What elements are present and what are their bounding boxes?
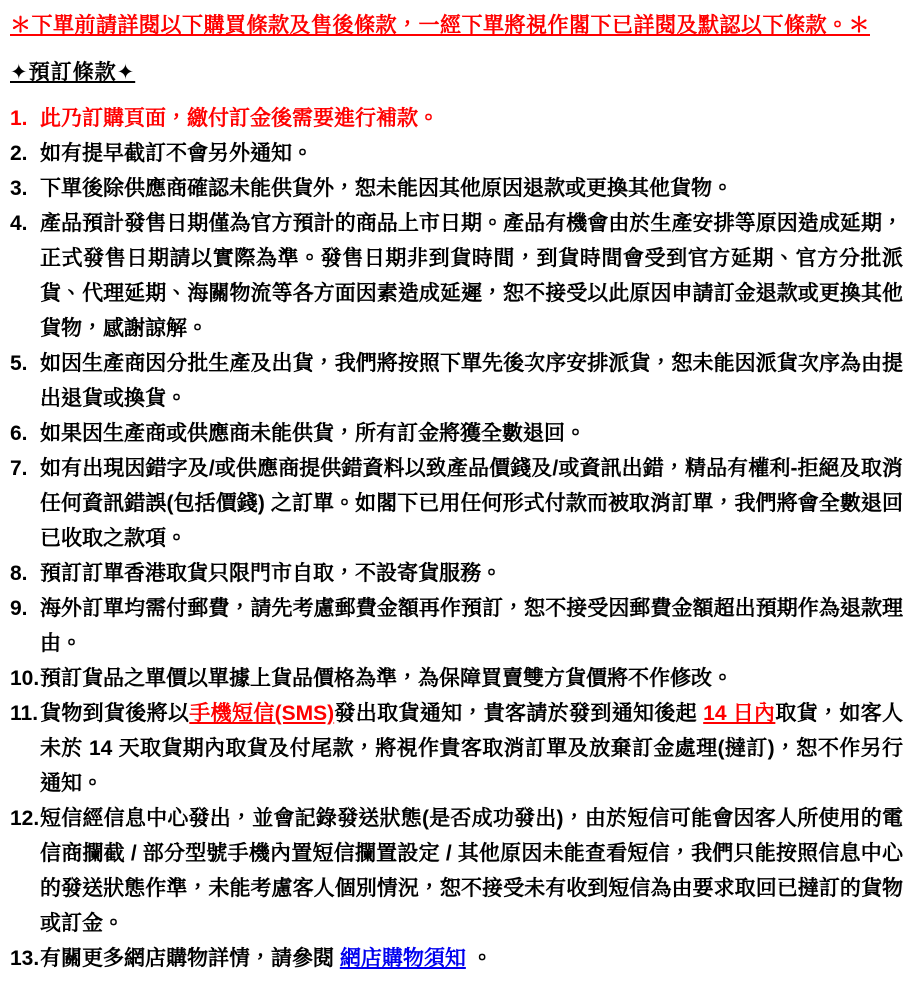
terms-item xyxy=(8,416,903,451)
terms-item xyxy=(8,591,903,661)
item-text xyxy=(40,136,903,171)
item-number: 2. xyxy=(10,142,28,165)
item-number: 5. xyxy=(10,352,28,375)
item-number: 12. xyxy=(10,807,40,830)
item-text xyxy=(40,591,903,661)
text-segment: 取貨，如客人未於 14 天取貨期內取貨及付尾款，將視作貴客取消訂單及放棄訂金處理(撻訂)，恕不作另行通知。 xyxy=(40,702,903,795)
terms-item xyxy=(8,346,903,416)
terms-item xyxy=(8,941,903,976)
item-text xyxy=(40,416,903,451)
text-segment: 海外訂單均需付郵費，請先考慮郵費金額再作預訂，恕不接受因郵費金額超出預期作為退款理由。 xyxy=(40,597,903,655)
item-text xyxy=(40,661,903,696)
terms-item xyxy=(8,101,903,136)
highlighted-text-segment: 手機短信(SMS) xyxy=(189,702,335,725)
item-number: 9. xyxy=(10,597,28,620)
item-number: 13. xyxy=(10,947,40,970)
item-number: 6. xyxy=(10,422,28,445)
item-text xyxy=(40,941,903,976)
text-segment: 如果因生產商或供應商未能供貨，所有訂金將獲全數退回。 xyxy=(40,422,586,445)
text-segment: 下單後除供應商確認未能供貨外，恕未能因其他原因退款或更換其他貨物。 xyxy=(40,177,733,200)
item-text xyxy=(40,451,903,556)
text-segment: 。 xyxy=(465,947,493,970)
text-segment: 預訂訂單香港取貨只限門市自取，不設寄貨服務。 xyxy=(40,562,502,585)
terms-item xyxy=(8,696,903,801)
preorder-terms-title: ✦預訂條款✦ xyxy=(10,61,136,84)
item-text xyxy=(40,171,903,206)
terms-item xyxy=(8,556,903,591)
item-number: 3. xyxy=(10,177,28,200)
terms-list xyxy=(8,101,903,976)
terms-item xyxy=(8,136,903,171)
terms-item xyxy=(8,171,903,206)
text-segment: 預訂貨品之單價以單據上貨品價格為準，為保障買賣雙方貨價將不作修改。 xyxy=(40,667,733,690)
item-text xyxy=(40,696,903,801)
text-segment: 有關更多網店購物詳情，請參閱 xyxy=(40,947,340,970)
item-text xyxy=(40,206,903,346)
terms-item xyxy=(8,661,903,696)
item-text xyxy=(40,556,903,591)
item-text xyxy=(40,346,903,416)
item-number: 10. xyxy=(10,667,40,690)
item-text xyxy=(40,101,903,136)
text-segment: 短信經信息中心發出，並會記錄發送狀態(是否成功發出)，由於短信可能會因客人所使用的電信商攔截 / 部分型號手機內置短信攔置設定 / 其他原因未能查看短信，我們只能按照信息中心的發送狀態作準，未能考慮客人個別情況，恕不接受未有收到短信為由要求取回已撻訂的貨物或訂金。 xyxy=(40,807,903,935)
terms-item xyxy=(8,801,903,941)
item-number: 7. xyxy=(10,457,28,480)
item-text xyxy=(40,801,903,941)
text-segment: 如因生產商因分批生產及出貨，我們將按照下單先後次序安排派貨，恕未能因派貨次序為由提出退貨或換貨。 xyxy=(40,352,903,410)
highlighted-text-segment: 14 日內 xyxy=(703,702,776,725)
text-segment: 此乃訂購頁面，繳付訂金後需要進行補款。 xyxy=(40,107,439,130)
text-segment: 產品預計發售日期僅為官方預計的商品上市日期。產品有機會由於生產安排等原因造成延期，正式發售日期請以實際為準。發售日期非到貨時間，到貨時間會受到官方延期、官方分批派貨、代理延期、海關物流等各方面因素造成延遲，恕不接受以此原因申請訂金退款或更換其他貨物，感謝諒解。 xyxy=(40,212,903,340)
text-segment: 貨物到貨後將以 xyxy=(40,702,190,725)
purchase-notice-header: ＊下單前請詳閱以下購買條款及售後條款，一經下單將視作閣下已詳閱及默認以下條款。＊ xyxy=(10,14,870,37)
item-number: 11. xyxy=(10,702,39,725)
shop-guide-link[interactable]: 網店購物須知 xyxy=(339,947,466,970)
text-segment: 發出取貨通知，貴客請於發到通知後起 xyxy=(334,702,704,725)
terms-item xyxy=(8,206,903,346)
item-number: 8. xyxy=(10,562,28,585)
terms-item xyxy=(8,451,903,556)
item-number: 4. xyxy=(10,212,28,235)
text-segment: 如有提早截訂不會另外通知。 xyxy=(40,142,313,165)
text-segment: 如有出現因錯字及/或供應商提供錯資料以致產品價錢及/或資訊出錯，精品有權利-拒絕及取消任何資訊錯誤(包括價錢) 之訂單。如閣下已用任何形式付款而被取消訂單，我們將會全數退回已收取之款項。 xyxy=(40,457,903,550)
item-number: 1. xyxy=(10,107,28,130)
